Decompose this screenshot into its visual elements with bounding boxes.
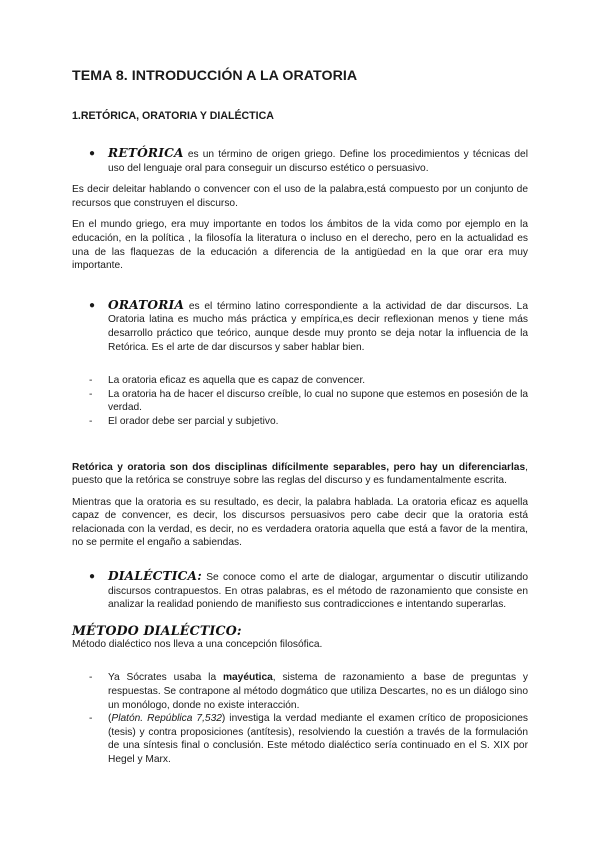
oratoria-list [72, 374, 528, 428]
dash-icon: - [89, 713, 93, 725]
oratoria-definition [72, 299, 528, 354]
dash-icon: - [89, 375, 93, 387]
document-page [72, 68, 528, 767]
mayeutica-bold: mayéutica [222, 672, 273, 684]
bullet-icon: ● [89, 148, 96, 159]
bullet-icon: ● [89, 299, 96, 311]
list-item: - El orador debe ser parcial y subjetivo. [89, 415, 279, 427]
list-item: - (Platón. República 7,532) investiga la verdad mediante el examen crítico de proposiciones (tesis) y contra proposiciones (antítesis), resolviendo la cuestión a través de la formulación de una síntesis final o conclusión. Este método dialéctico sería continuado en el S. XIX por Hegel y Marx. [89, 713, 528, 765]
dash-icon: - [89, 415, 93, 427]
dialectica-definition [72, 570, 528, 612]
separables-text: , puesto que la retórica se construye sobre las reglas del discurso y es fundamentalmente escrita. [72, 461, 528, 487]
oratoria-term: ORATORIA [108, 297, 185, 312]
citation: Platón. República 7,532 [111, 713, 222, 725]
dash-icon: - [89, 672, 93, 684]
list-item: - Ya Sócrates usaba la mayéutica, sistema de razonamiento a base de preguntas y respuestas. Se contrapone al método dogmático que utiliza Descartes, no es un diálogo sino un monólogo, donde no existe interacción. [89, 672, 528, 711]
paragraph-mientras: Mientras que la oratoria es su resultado, es decir, la palabra hablada. La oratoria eficaz es aquella capaz de convencer, es decir, los discursos persuasivos pero cabe decir que la oratoria está relacionada con la verdad, es decir, no es verdadera oratoria aquella que está a favor de la mentira, no se permite el engaño a sabiendas. [72, 496, 528, 549]
oratoria-text: es el término latino correspondiente a la actividad de dar discursos. La Oratoria latina es mucho más práctica y empírica,es decir reflexionan menos y tiene más desarrollo práctico que teórico, aunque desde muy pronto se deja notar la influencia de la Retórica. Es el arte de dar discursos y saber hablar bien. [108, 300, 528, 353]
paragraph-deleitar: Es decir deleitar hablando o convencer con el uso de la palabra,está compuesto por un conjunto de recursos que construyen el discurso. [72, 184, 528, 209]
dash-icon: - [89, 388, 93, 400]
bullet-icon: ● [89, 571, 96, 583]
dialectica-text: Se conoce como el arte de dialogar, argumentar o discutir utilizando discursos contrapuestos. En otras palabras, es el método de razonamiento que consiste en analizar la realidad poniendo de manifiesto sus contradicciones e intentando superarlas. [108, 572, 528, 611]
metodo-intro: Método dialéctico nos lleva a una concepción filosófica. [72, 638, 323, 650]
separables-bold: Retórica y oratoria son dos disciplinas difícilmente separables, pero hay un diferenciarlas [72, 461, 526, 473]
section-heading: 1.RETÓRICA, ORATORIA Y DIALÉCTICA [72, 110, 274, 122]
retorica-term: RETÓRICA [108, 146, 184, 160]
dialectica-term: DIALÉCTICA: [108, 569, 202, 584]
page-title: TEMA 8. INTRODUCCIÓN A LA ORATORIA [72, 68, 358, 84]
retorica-text: es un término de origen griego. Define los procedimientos y técnicas del uso del lenguaje oral para conseguir un discurso estético o persuasivo. [108, 149, 528, 174]
metodo-heading: MÉTODO DIALÉCTICO: [72, 622, 242, 638]
paragraph-mundo-griego: En el mundo griego, era muy importante en todos los ámbitos de la vida como por ejemplo en la educación, en la política , la filosofía la literatura o incluso en el derecho, pero en la actualidad es una de las flaquezas de la educación a diferencia de la antigüedad en la que orar era muy importante. [72, 219, 528, 272]
paragraph-separables [72, 461, 528, 488]
metodo-list [72, 671, 528, 766]
retorica-definition [72, 147, 528, 175]
list-item: - La oratoria ha de hacer el discurso creíble, lo cual no supone que estemos en posesión de la verdad. [89, 388, 528, 414]
list-item: - La oratoria eficaz es aquella que es capaz de convencer. [89, 375, 366, 387]
